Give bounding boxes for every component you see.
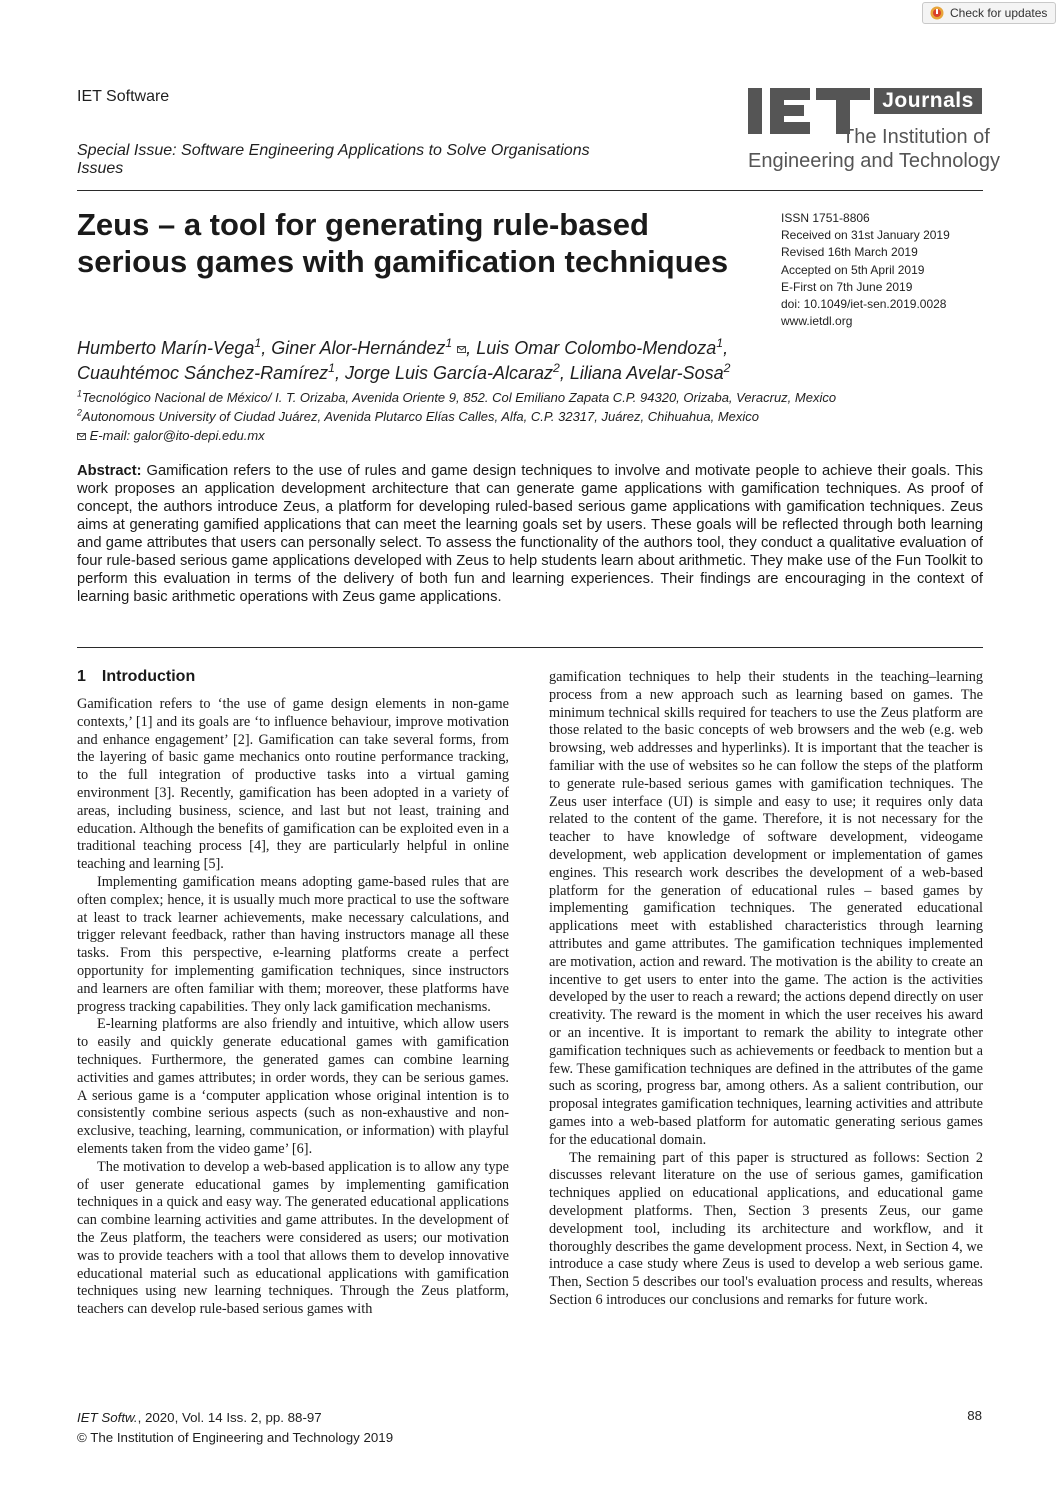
accepted-date: Accepted on 5th April 2019 (781, 262, 925, 277)
efirst-date: E-First on 7th June 2019 (781, 279, 913, 294)
journals-badge: Journals (874, 88, 982, 114)
email-line (77, 426, 836, 445)
author: Cuauhtémoc Sánchez-Ramírez$^1$ (77, 361, 335, 383)
received-date: Received on 31st January 2019 (781, 228, 950, 243)
paragraph: The remaining part of this paper is structured as follows: Section 2 discusses relevant literature on the use of serious games, gamification techniques applied on educational applications, and educational game development platforms. Then, Section 3 presents Zeus, our game development tool, including its architecture and workflow, and it thoroughly describes the game development process. Next, in Section 4, we introduce a case study where Zeus is used to develop a web serious game. Then, Section 5 describes our tool's evaluation process and results, whereas Section 6 introduces our conclusions and remarks for future work. (549, 1149, 983, 1308)
email-address[interactable]: E-mail: galor@ito-depi.edu.mx (89, 428, 265, 443)
journal-name: IET Software (77, 88, 170, 105)
journal-abbrev: IET Softw. (77, 1410, 138, 1425)
article-title: Zeus – a tool for generating rule-based serious games with gamification techniques (77, 207, 729, 279)
author-corresponding: Giner Alor-Hernández$^1$ (271, 338, 466, 358)
copyright: © The Institution of Engineering and Technology 2019 (77, 1430, 394, 1445)
header-divider (77, 190, 983, 191)
body-column-right (549, 669, 983, 1310)
author: Liliana Avelar-Sosa$^2$ (569, 361, 731, 383)
update-icon (930, 6, 944, 20)
citation-details: , 2020, Vol. 14 Iss. 2, pp. 88-97 (137, 1410, 322, 1425)
body-column-left (77, 696, 509, 1319)
author: Luis Omar Colombo-Mendoza$^1$ (476, 336, 724, 358)
abstract-text: Gamification refers to the use of rules and game design techniques to involve and motivate people to achieve their goals. This work proposes an application development architecture that can generate game applications with gamification techniques. As proof of concept, the authors introduce Zeus, a platform for developing ruled-based serious game applications with gamification techniques. Zeus aims at generating gamified applications that can meet the learning goals set by users. These goals will be reflected through both learning and game attributes that users can personally select. To assess the functionality of the authors tool, they conduct a qualitative evaluation of four rule-based serious game applications developed with Zeus to help students learn about arithmetic. They make use of the Fun Toolkit to perform this evaluation in terms of the delivery of both fun and learning experiences. Their findings are encouraging in the context of learning basic arithmetic operations with Zeus game applications. (77, 463, 983, 605)
iet-journals-logo (746, 86, 1001, 178)
envelope-icon (457, 346, 466, 353)
footer-citation (77, 1408, 393, 1448)
paragraph: The motivation to develop a web-based application is to allow any type of user generate educational games by implementing gamification techniques in a quick and easy way. The generated educational applications can combine learning activities and game attributes. In the development of the Zeus platform, the teachers were considered as users; our motivation was to provide teachers with a tool that allows them to develop innovative educational material such as educational applications with gamification techniques using new learning techniques. Through the Zeus platform, teachers can develop rule-based serious games with (77, 1158, 509, 1318)
envelope-icon (77, 433, 86, 440)
abstract-label: Abstract: (77, 463, 142, 479)
page-number: 88 (967, 1408, 982, 1423)
abstract (77, 462, 983, 606)
website-link[interactable]: www.ietdl.org (781, 314, 853, 329)
section-title: Introduction (101, 668, 196, 685)
section-heading (77, 668, 195, 686)
author: Jorge Luis García-Alcaraz$^2$ (344, 361, 560, 383)
paragraph: gamification techniques to help their students in the teaching–learning process from a new approach such as learning based on games. The minimum technical skills required for teachers to use the Zeus platform are those related to the basic concepts of web browsers and the web (e.g. web browsing, web addresses and hyperlinks). It is important that the teacher is familiar with the use of websites so he can follow the steps of the platform to generate rule-based serious games with gamification techniques. The Zeus user interface (UI) is simple and easy to use; it requires only data related to the content of the game. Therefore, it is not necessary for the teacher to have knowledge of software development, videogame development, web application development or implementation of games engines. This research work describes the development of a web-based platform for the generation of educational rules – based games by implementing gamification techniques. The generated educational applications meet with established characteristics through learning attributes and game attributes. The gamification techniques implemented are motivation, action and reward. The motivation is the ability to create an incentive to get users to enter into the game. The action is the activities developed by the user to reach a reward; the actions depend directly on user creativity. The reward is the moment in which the user receives his award or an incentive. It is important to remark the ability to integrate other gamification techniques such as achievements or feedback to mention but a few. These gamification techniques are defined in the attributes of the game such as scoring, progress bar, among others. As a salient contribution, our proposal integrates gamification techniques, learning activities and attribute games into a web-based platform for automatic generating serious games for the educational domain. (549, 669, 983, 1148)
paragraph: Implementing gamification means adopting game-based rules that are often complex; hence, it is usually much more practical to use the software at least to track learner achievements, make necessary calculations, and trigger relevant feedback, rather than having instructors manage all these tasks. From this perspective, e-learning platforms create a perfect opportunity for implementing gamification techniques, since instructors and learners are often familiar with them; moreover, these platforms have progress tracking capabilities. They only lack gamification mechanisms. (77, 873, 509, 1015)
affiliation: $^1$Tecnológico Nacional de México/ I. T. Orizaba, Avenida Oriente 9, 852. Col Emiliano Zapata C.P. 94320, Orizaba, Veracruz, Mexico (77, 388, 837, 405)
check-for-updates-button[interactable] (922, 2, 1056, 24)
affiliation: $^2$Autonomous University of Ciudad Juárez, Avenida Plutarco Elías Calles, Alfa, C.P. 32317, Juárez, Chihuahua, Mexico (77, 407, 760, 424)
section-number: 1 (77, 668, 86, 685)
revised-date: Revised 16th March 2019 (781, 245, 918, 260)
paragraph: E-learning platforms are also friendly and intuitive, which allow users to easily and quickly generate educational games with gamification techniques. Furthermore, the generated games can combine learning activities and games attributes; in order words, they can be serious games. A serious game is a ‘computer application whose original intention is to consistently combine serious aspects (such as non-exhaustive and non-exclusive, teaching, learning, communication, or information) with playful elements taken from the video game’ [6]. (77, 1016, 509, 1157)
institution-name-line2: Engineering and Technology (748, 150, 1001, 172)
special-issue-label: Special Issue: Software Engineering Applications to Solve Organisations Issues (77, 142, 590, 177)
paragraph: Gamification refers to ‘the use of game design elements in non-game contexts,’ [1] and its goals are ‘to influence behaviour, improve motivation and enhance engagement’ [2]. Gamification can take several forms, from the layering of basic game mechanics onto routine performance tracking, to the full integration of productive tasks into a virtual gaming environment [3]. Recently, gamification has been adopted in a variety of areas, including business, science, and last but not least, training and education. Although the benefits of gamification can be exploited even in a traditional teaching process [4], they are particularly helpful in online teaching and learning [5]. (77, 696, 509, 873)
check-for-updates-label: Check for updates (950, 6, 1048, 20)
author: Humberto Marín-Vega$^1$ (77, 336, 262, 358)
issn: ISSN 1751-8806 (781, 211, 870, 225)
author-list: Humberto Marín-Vega$^1$, Giner Alor-Hernández$^1$ , Luis Omar Colombo-Mendoza$^1$, Cuauhtémoc Sánchez-Ramírez$^1$, Jorge Luis García-Alcaraz$^2$, Liliana Avelar-Sosa$^2$ (77, 336, 731, 383)
doi[interactable]: doi: 10.1049/iet-sen.2019.0028 (781, 297, 947, 312)
affiliations (77, 388, 836, 445)
publication-info (781, 210, 950, 330)
institution-name-line1: The Institution of (842, 126, 990, 148)
abstract-divider (77, 647, 983, 648)
